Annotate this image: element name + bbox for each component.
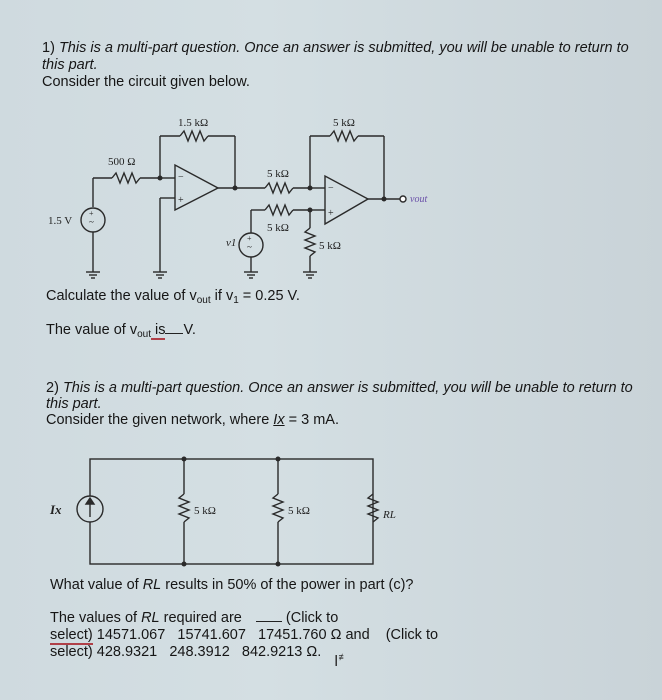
part2-answer-line1: The values of RL required are (Click to <box>50 610 339 626</box>
svg-text:−: − <box>178 172 184 183</box>
select1-label[interactable]: (Click to <box>285 610 339 626</box>
label-r-feedback2: 5 kΩ <box>333 117 355 129</box>
part1-answer: The value of $v_{out}$ is V. <box>46 322 196 340</box>
part1-number: 1) <box>42 40 55 56</box>
part2-header: 2) This is a multi-part question. Once an answer is submitted, you will be unable to return to <box>46 380 633 396</box>
part2-warning-line2: this part. <box>46 396 102 412</box>
select2-label[interactable]: (Click to <box>385 627 439 643</box>
label-ix: Ix <box>50 502 62 517</box>
label-source1: 1.5 V <box>48 215 73 227</box>
label-r-mid-bottom: 5 kΩ <box>267 222 289 234</box>
svg-text:~: ~ <box>89 217 94 227</box>
label-r1: 5 kΩ <box>194 505 216 517</box>
svg-text:−: − <box>328 183 334 194</box>
select1-trigger[interactable]: select) <box>50 627 93 643</box>
svg-text:+: + <box>178 195 184 206</box>
label-r-ground: 5 kΩ <box>319 240 341 252</box>
select2-trigger[interactable]: select) <box>50 644 93 660</box>
label-rl: RL <box>383 509 396 521</box>
label-vout: vout <box>410 194 428 205</box>
part2-answer-line3: select) 428.9321 248.3912 842.9213 Ω. <box>50 644 322 660</box>
part1-warning: This is a multi-part question. Once an answer is submitted, you will be unable to return to <box>58 40 629 56</box>
label-r2: 5 kΩ <box>288 505 310 517</box>
select2-options[interactable]: 428.9321 248.3912 842.9213 <box>96 644 303 660</box>
label-r-mid-top: 5 kΩ <box>267 168 289 180</box>
part2-answer-line2: select) 14571.067 15741.607 17451.760 Ω and (Click to <box>50 627 439 643</box>
svg-text:+: + <box>89 209 94 218</box>
label-r-input1: 500 Ω <box>108 156 136 168</box>
part1-warning-line2: this part. <box>42 57 98 73</box>
label-r-feedback1: 1.5 kΩ <box>178 117 209 129</box>
svg-text:+: + <box>328 208 334 219</box>
svg-text:~: ~ <box>247 242 252 252</box>
part2-question: What value of RL results in 50% of the power in part (c)? <box>50 577 414 593</box>
part1-question: Calculate the value of $v_{out}$ if $v_1 = 0.25$ V. <box>46 288 300 306</box>
svg-text:+: + <box>247 234 252 243</box>
vout-answer-input[interactable] <box>165 333 183 334</box>
select1-options[interactable]: 14571.067 15741.607 17451.760 <box>96 627 327 643</box>
part2-intro: Consider the given network, where Ix = 3 mA. <box>46 412 339 428</box>
text-cursor-icon: I≢ <box>334 652 348 670</box>
part1-intro: Consider the circuit given below. <box>42 74 250 90</box>
label-source2: v1 <box>226 237 237 249</box>
